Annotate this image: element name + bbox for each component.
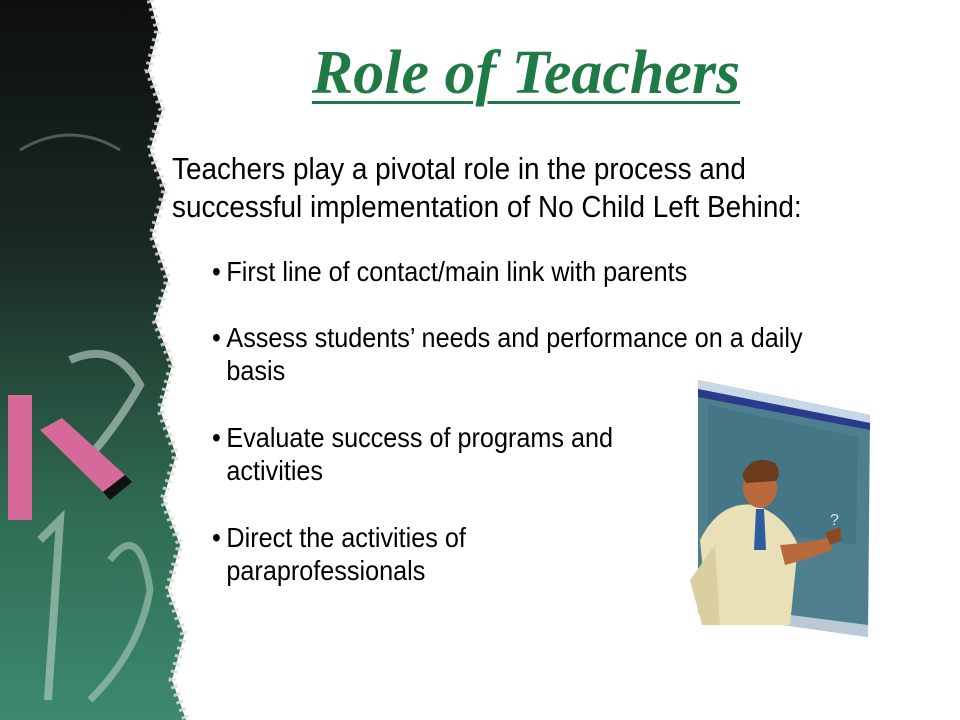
question-mark: ? xyxy=(830,512,839,529)
bullet-icon: • xyxy=(212,256,221,287)
slide-title: Role of Teachers xyxy=(311,39,741,107)
bullet-icon: • xyxy=(212,322,221,353)
bullet-text: Evaluate success of programs and activities xyxy=(226,422,614,486)
teacher-clipart-icon xyxy=(680,375,880,640)
list-item xyxy=(212,421,635,487)
bullet-icon: • xyxy=(212,522,221,553)
intro-text: Teachers play a pivotal role in the process and successful implementation of No Child Left Behind: xyxy=(172,151,802,224)
bullet-text: Direct the activities of paraprofessionals xyxy=(226,522,466,586)
list-item xyxy=(212,255,842,288)
bullet-icon: • xyxy=(212,422,221,453)
list-item xyxy=(212,521,536,587)
bullet-text: First line of contact/main link with parents xyxy=(226,256,688,287)
bullet-text: Assess students’ needs and performance on a daily basis xyxy=(226,322,803,386)
